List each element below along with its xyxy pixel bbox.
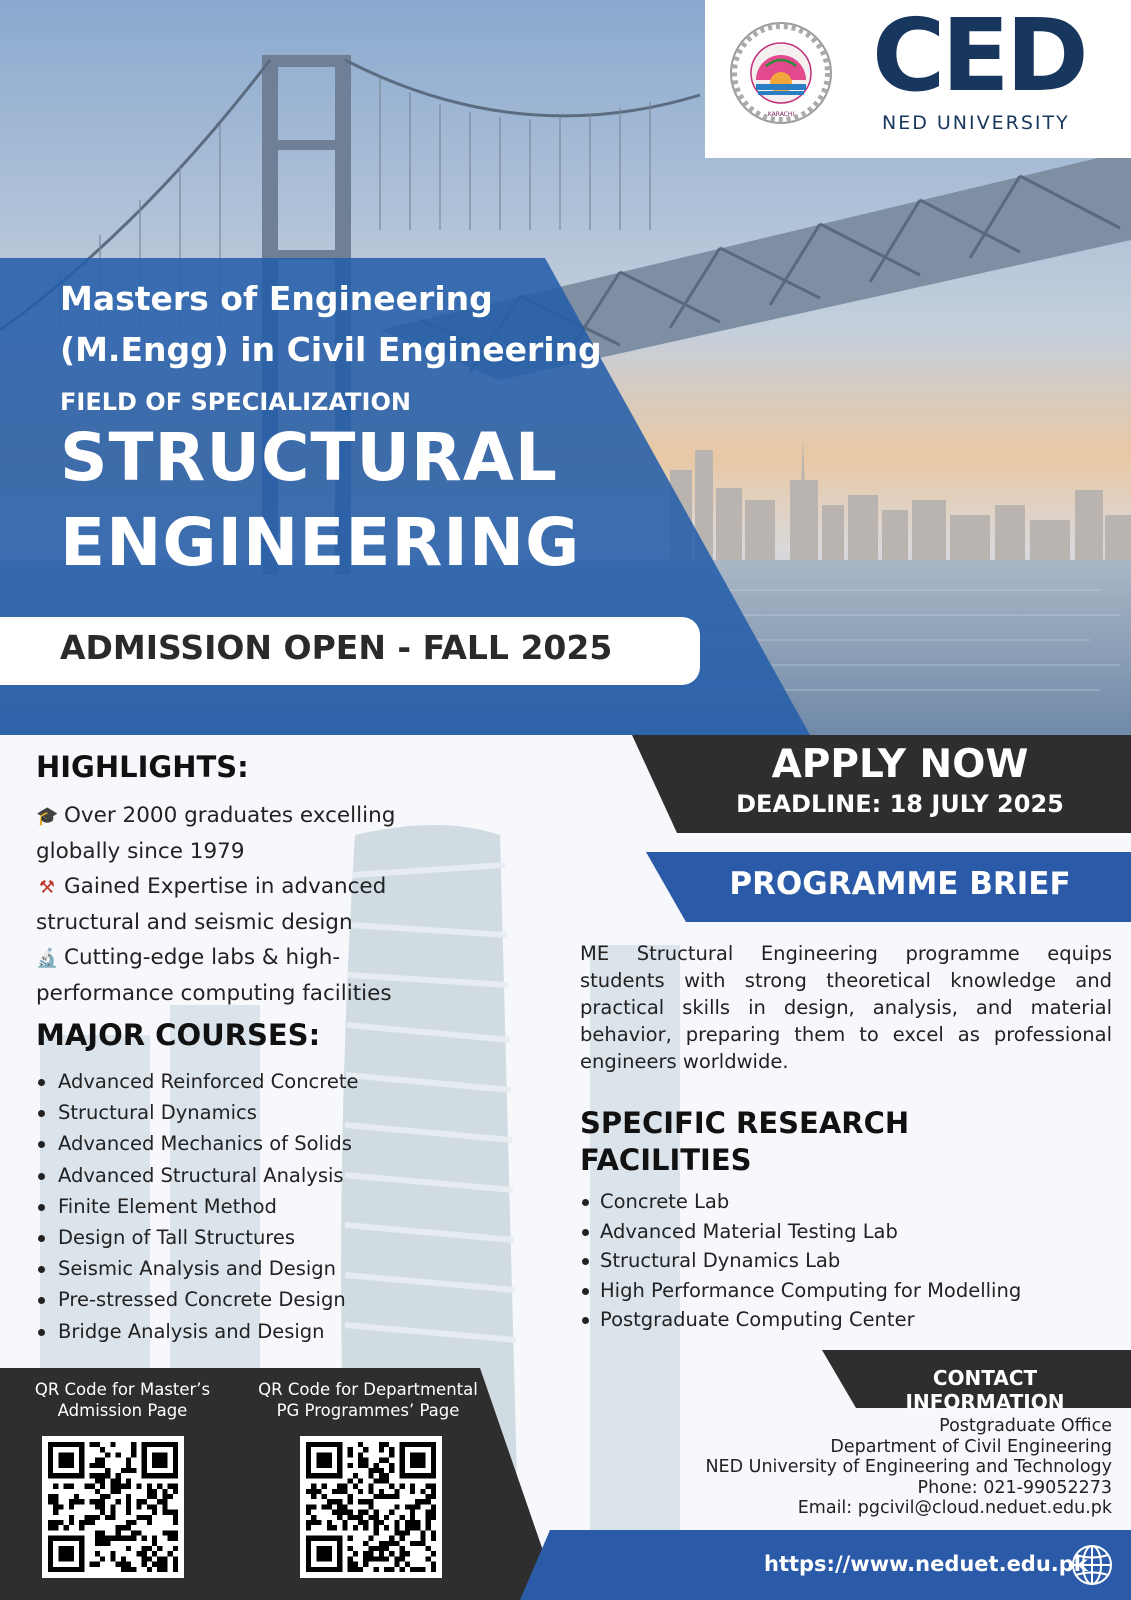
course-item: Bridge Analysis and Design (36, 1316, 359, 1347)
contact-university: NED University of Engineering and Technology (705, 1457, 1112, 1477)
field-label: FIELD OF SPECIALIZATION (60, 388, 411, 416)
major-courses-heading: MAJOR COURSES: (36, 1018, 321, 1052)
contact-office: Postgraduate Office (939, 1416, 1112, 1436)
qr-department-label (238, 1380, 498, 1421)
globe-icon (1070, 1543, 1114, 1587)
apply-deadline: DEADLINE: 18 JULY 2025 (736, 790, 1064, 818)
highlight-item (36, 798, 466, 869)
qr-code-departmental-pg[interactable] (300, 1436, 442, 1578)
qr-masters-label-line1: QR Code for Master’s (34, 1380, 211, 1399)
highlight-item (36, 869, 466, 940)
microscope-icon: 🔬 (36, 948, 59, 969)
highlights-list (36, 798, 466, 1011)
course-item: Advanced Structural Analysis (36, 1160, 359, 1191)
course-item: Pre-stressed Concrete Design (36, 1284, 359, 1315)
highlight-text: Over 2000 graduates excelling globally since 1979 (36, 803, 396, 864)
highlight-text: Gained Expertise in advanced structural and seismic design (36, 874, 387, 935)
qr-masters-label-line2: Admission Page (57, 1400, 188, 1420)
qr-department-label-line1: QR Code for Departmental (258, 1380, 478, 1399)
contact-phone[interactable]: Phone: 021-99052273 (917, 1477, 1112, 1498)
facility-item: Advanced Material Testing Lab (580, 1217, 1021, 1247)
graduation-cap-icon: 🎓 (36, 806, 59, 827)
qr-department-label-line2: PG Programmes’ Page (276, 1400, 460, 1420)
ced-logo-subtitle: NED UNIVERSITY (882, 112, 1070, 134)
research-facilities-heading: SPECIFIC RESEARCH FACILITIES (580, 1106, 910, 1177)
course-item: Finite Element Method (36, 1191, 359, 1222)
facility-item: Postgraduate Computing Center (580, 1305, 1021, 1335)
programme-title-line1: Masters of Engineering (60, 279, 493, 318)
course-item: Advanced Mechanics of Solids (36, 1128, 359, 1159)
facility-item: Concrete Lab (580, 1187, 1021, 1217)
research-facilities-list (580, 1187, 1021, 1335)
contact-department: Department of Civil Engineering (830, 1436, 1112, 1457)
highlight-item (36, 940, 466, 1011)
website-link[interactable]: https://www.neduet.edu.pk (764, 1552, 1088, 1576)
facility-item: Structural Dynamics Lab (580, 1246, 1021, 1276)
course-item: Design of Tall Structures (36, 1222, 359, 1253)
programme-title-line2: (M.Engg) in Civil Engineering (60, 330, 602, 369)
highlights-heading: HIGHLIGHTS: (36, 750, 249, 784)
ned-university-seal-logo (728, 18, 834, 128)
course-item: Structural Dynamics (36, 1097, 359, 1128)
ced-logo: CED (872, 0, 1085, 114)
major-courses-list (36, 1066, 359, 1347)
course-item: Advanced Reinforced Concrete (36, 1066, 359, 1097)
facility-item: High Performance Computing for Modelling (580, 1276, 1021, 1306)
specialization-line2: ENGINEERING (60, 504, 581, 581)
highlight-text: Cutting-edge labs & high-performance computing facilities (36, 945, 392, 1006)
programme-brief-heading: PROGRAMME BRIEF (729, 866, 1071, 902)
specialization-line1: STRUCTURAL (60, 419, 558, 496)
contact-heading: CONTACT INFORMATION (905, 1366, 1065, 1414)
qr-code-masters-admission[interactable] (42, 1436, 184, 1578)
apply-now-title: APPLY NOW (771, 742, 1029, 787)
course-item: Seismic Analysis and Design (36, 1253, 359, 1284)
svg-text:KARACHI: KARACHI (767, 111, 795, 118)
contact-details (705, 1416, 1112, 1519)
crane-icon: ⚒ (38, 877, 56, 898)
contact-email[interactable]: Email: pgcivil@cloud.neduet.edu.pk (797, 1498, 1112, 1518)
qr-masters-label (20, 1380, 225, 1421)
programme-brief-text: ME Structural Engineering programme equips students with strong theoretical knowledge and practical skills in design, analysis, and material behavior, preparing them to excel as professional engineers worldwide. (580, 942, 1112, 1073)
admission-text: ADMISSION OPEN - FALL 2025 (60, 628, 613, 667)
